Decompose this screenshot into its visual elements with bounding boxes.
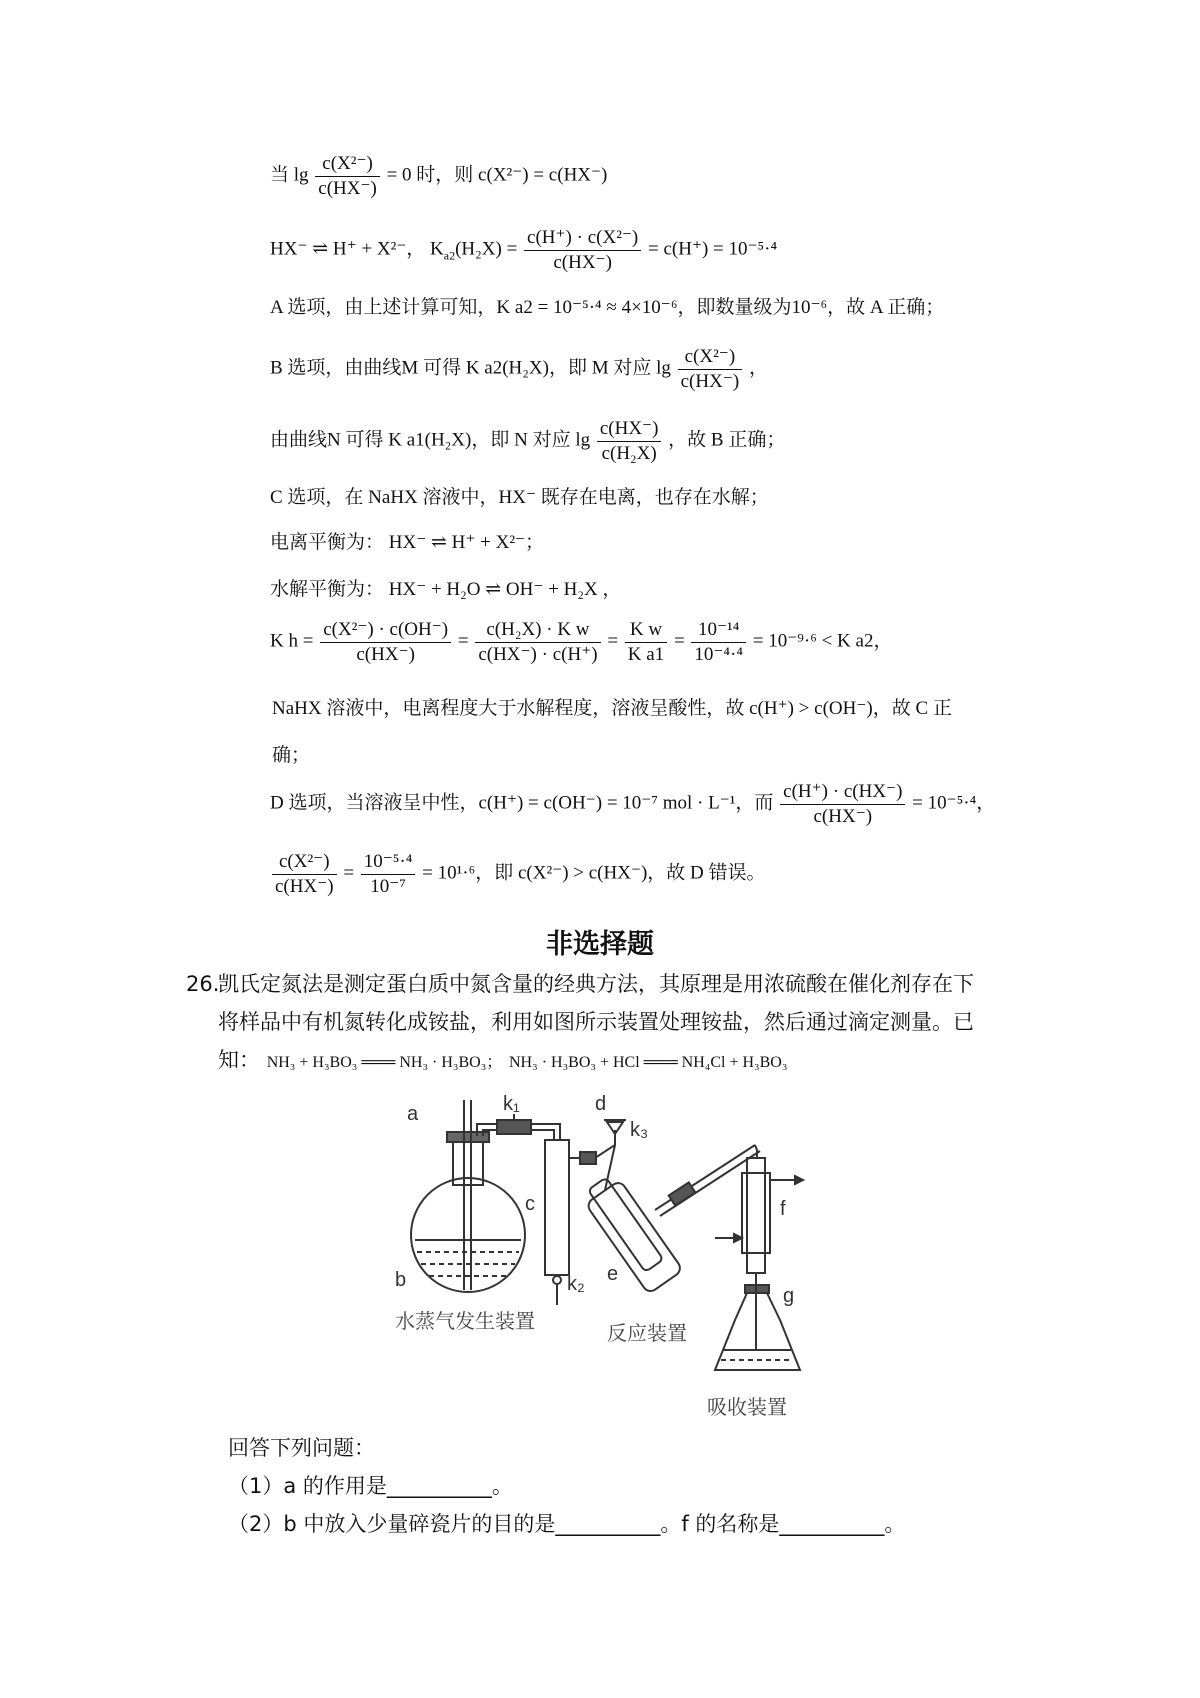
fraction: $\frac{\text{10⁻¹⁴}}{\text{10⁻⁴·⁴}}$ — [691, 618, 746, 667]
label-b: b — [395, 1269, 407, 1291]
caption-absorb: 吸收装置 — [707, 1397, 787, 1419]
solution-line-10: NaHX 溶液中，电离程度大于水解程度，溶液呈酸性，故 c(H⁺) > c(OH⁻)，故 C 正 — [272, 698, 952, 719]
label-a: a — [407, 1103, 419, 1125]
round-flask — [411, 1178, 525, 1292]
tube-c — [545, 1140, 569, 1275]
apparatus-diagram — [385, 1080, 865, 1430]
solution-line-1: 当 lg $\frac{\text{c(X²⁻)}}{c(HX^-)}$ = 0 时，则 c(X²⁻) = c(HX⁻) — [270, 153, 608, 199]
equation-2: NH₃ · H₃BO₃ + HCl ═══ NH₄Cl + H₃BO₃ — [509, 1054, 788, 1071]
question-line-2: 将样品中有机氮转化成铵盐，利用如图所示装置处理铵盐，然后通过滴定测量。已 — [218, 1010, 974, 1034]
label-g: g — [783, 1285, 795, 1307]
solution-line-13: $\frac{\text{c(X²⁻)}}{c(HX^-)}$ = $\frac{\text{10⁻⁵·⁴}}{\text{10⁻⁷}}$ = 10¹·⁶，即 c(X²⁻) > c(HX⁻)，故 D 错误。 — [270, 850, 766, 899]
answers-intro: 回答下列问题： — [228, 1436, 375, 1460]
solution-line-9: K h = $\frac{\text{c(X²⁻) · c(OH⁻)}}{c(HX^-)}$ = $\frac{\text{c(H₂X) · K w}}{c(HX^-) \cdot c(H^+)}$ = $\frac{\text{K w}}{\text{K a1}}$ = $\frac{\text{10⁻¹⁴}}{\text{10⁻⁴·⁴}}$ = 10⁻⁹·⁶ < K a2， — [270, 619, 893, 665]
caption-reaction: 反应装置 — [607, 1323, 687, 1345]
solution-line-5: 由曲线N 可得 K a1(H₂X)，即 N 对应 lg $\frac{c(HX^-)}{\text{c(H₂X)}}$ ，故 B 正确； — [270, 418, 786, 464]
fraction: $\frac{\text{c(H₂X) · K w}}{c(HX^-) \cdot c(H^+)}$ — [475, 618, 600, 667]
solution-line-7: 电离平衡为： HX⁻ ⇌ H⁺ + X²⁻； — [270, 532, 545, 553]
question-number: 26. — [186, 972, 220, 996]
solution-line-6: C 选项，在 NaHX 溶液中，HX⁻ 既存在电离，也存在水解； — [270, 487, 769, 508]
label-k2: k₂ — [567, 1273, 585, 1295]
fraction: $\frac{c(H^+) \cdot c(HX^-)}{c(HX^-)}$ — [780, 780, 905, 829]
fraction: $\frac{\text{c(X²⁻)}}{c(HX^-)}$ — [678, 345, 743, 394]
label-d: d — [595, 1093, 607, 1115]
label-f: f — [780, 1198, 786, 1220]
solution-line-3: A 选项，由上述计算可知，K a2 = 10⁻⁵·⁴ ≈ 4×10⁻⁶，即数量级为10⁻⁶，故 A 正确； — [270, 297, 945, 318]
equation-1: NH₃ + H₃BO₃ ═══ NH₃ · H₃BO₃； — [266, 1054, 503, 1071]
fraction: $\frac{\text{c(X²⁻)}}{c(HX^-)}$ — [315, 152, 380, 201]
answer-q2: （2）b 中放入少量碎瓷片的目的是__________。f 的名称是__________。 — [228, 1512, 906, 1536]
question-line-1: 凯氏定氮法是测定蛋白质中氮含量的经典方法，其原理是用浓硫酸在催化剂存在下 — [218, 972, 974, 996]
solution-line-2: HX⁻ ⇌ H⁺ + X²⁻， $K_{a2}(H_2X)$ = $\frac{\text{c(H⁺) · c(X²⁻)}}{c(HX^-)}$ = c(H⁺) = 10⁻⁵·⁴ — [270, 227, 778, 273]
label-c: c — [525, 1193, 535, 1215]
condenser-f — [747, 1158, 765, 1273]
question-line-3: 知： NH₃ + H₃BO₃ ═══ NH₃ · H₃BO₃； NH₃ · H₃BO₃ + HCl ═══ NH₄Cl + H₃BO₃ — [218, 1048, 788, 1072]
solution-line-8: 水解平衡为： HX⁻ + H₂O ⇌ OH⁻ + H₂X ， — [270, 579, 622, 600]
fraction: $\frac{\text{K w}}{\text{K a1}}$ — [625, 618, 667, 667]
label-k3: k₃ — [630, 1119, 649, 1141]
fraction: $\frac{\text{10⁻⁵·⁴}}{\text{10⁻⁷}}$ — [361, 850, 416, 899]
fraction: $\frac{\text{c(H⁺) · c(X²⁻)}}{c(HX^-)}$ — [524, 226, 641, 275]
fraction: $\frac{\text{c(X²⁻)}}{c(HX^-)}$ — [272, 850, 337, 899]
clamp-k1 — [497, 1120, 531, 1134]
caption-steam: 水蒸气发生装置 — [395, 1311, 535, 1333]
section-title: 非选择题 — [546, 929, 654, 960]
fraction: $\frac{c(HX^-)}{\text{c(H₂X)}}$ — [597, 417, 662, 466]
label-e: e — [607, 1263, 619, 1285]
fraction: $\frac{\text{c(X²⁻) · c(OH⁻)}}{c(HX^-)}$ — [320, 618, 451, 667]
solution-line-12: D 选项，当溶液呈中性，c(H⁺) = c(OH⁻) = 10⁻⁷ mol · L⁻¹，而 $\frac{c(H^+) \cdot c(HX^-)}{c(HX^-)}$ = 10⁻⁵·⁴， — [270, 781, 996, 827]
label-k1: k₁ — [503, 1093, 520, 1115]
solution-line-4: B 选项，由曲线M 可得 K a2(H₂X)，即 M 对应 lg $\frac{\text{c(X²⁻)}}{c(HX^-)}$ ， — [270, 346, 768, 392]
solution-line-11: 确； — [272, 745, 311, 766]
answer-q1: （1）a 的作用是__________。 — [228, 1474, 513, 1498]
